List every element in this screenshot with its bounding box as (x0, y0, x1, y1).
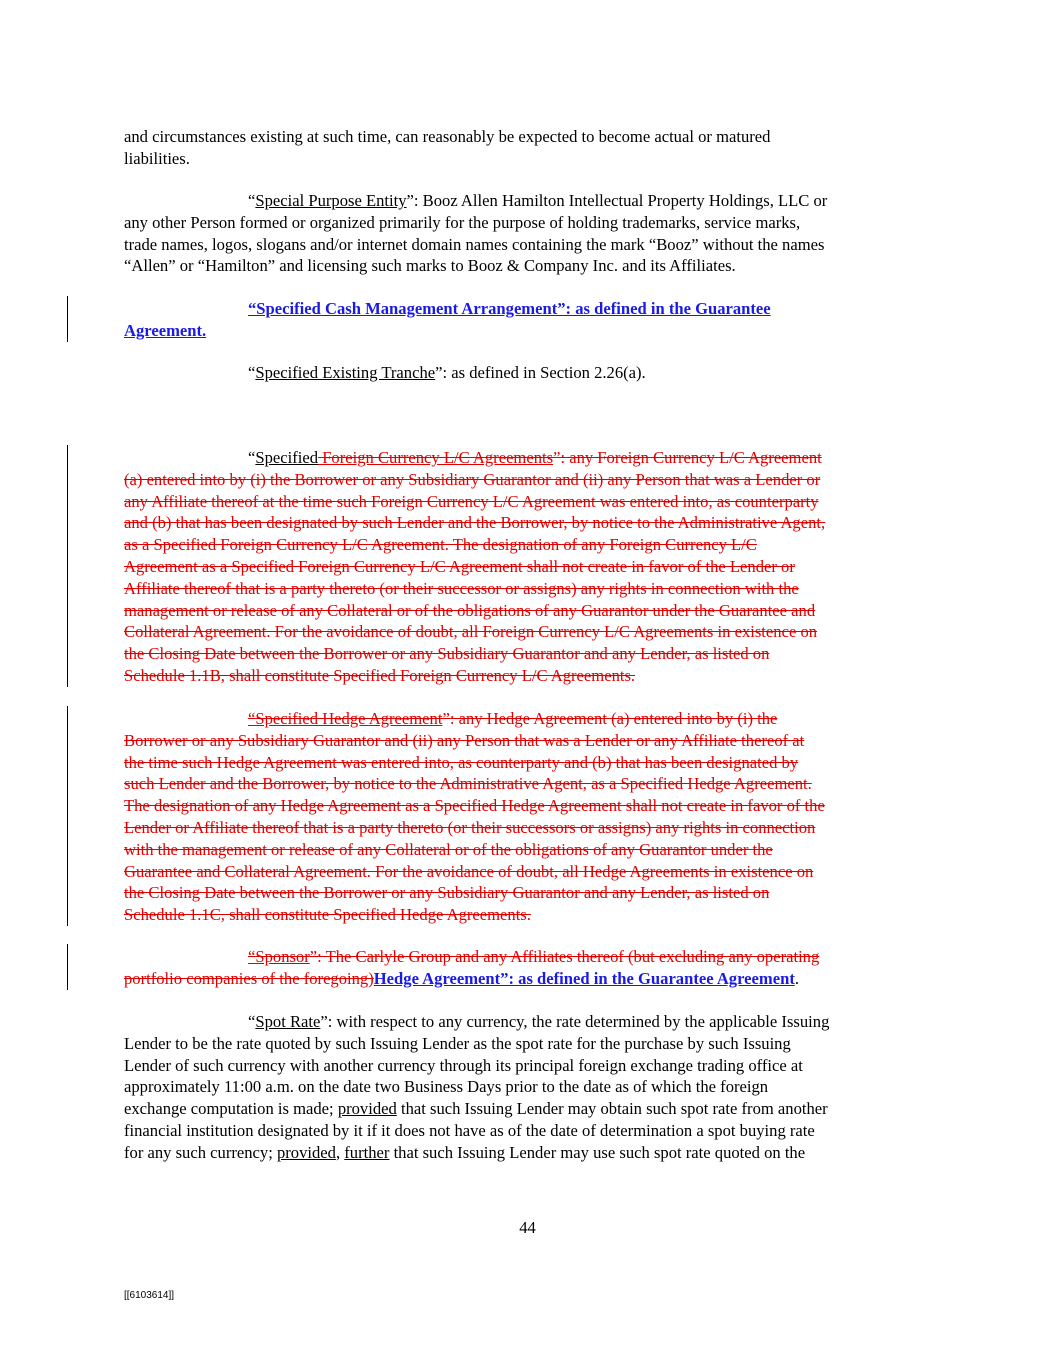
change-bar (67, 445, 68, 687)
change-bar (67, 944, 68, 990)
deleted-line: and (b) that has been designated by such Lender and the Borrower, by notice to the Administrative Agent, (124, 513, 826, 533)
deleted-line: any Affiliate thereof at the time such Foreign Currency L/C Agreement was entered into, as counterparty (124, 491, 819, 511)
change-bar (67, 296, 68, 342)
text-line: and circumstances existing at such time, can reasonably be expected to become actual or matured (124, 127, 771, 146)
text-line: portfolio companies of the foregoing)Hedge Agreement”: as defined in the Guarantee Agreement. (124, 968, 799, 988)
page-number: 44 (519, 1218, 536, 1237)
change-bar (67, 706, 68, 926)
deleted-line: Lender or Affiliate thereof that is a party thereto (or their successors or assigns) any rights in connection (124, 817, 816, 837)
deleted-line: Schedule 1.1C, shall constitute Specified Hedge Agreements. (124, 905, 531, 925)
text-line: Lender of such currency with another currency through its principal foreign exchange trading office at (124, 1055, 803, 1075)
deleted-line: Borrower or any Subsidiary Guarantor and (ii) any Person that was a Lender or any Affiliate thereof at (124, 730, 805, 750)
inserted-text: “Specified Cash Management Arrangement”: as defined in the Guarantee (248, 299, 771, 318)
deleted-line: the Closing Date between the Borrower or any Subsidiary Guarantor and any Lender, as listed on (124, 644, 770, 664)
deleted-line: management or release of any Collateral or of the obligations of any Guarantor under the Guarantee and (124, 600, 816, 620)
text-line: liabilities. (124, 148, 190, 168)
deleted-line: the time such Hedge Agreement was entered into, as counterparty and (b) that has been designated by (124, 752, 799, 772)
deleted-line: The designation of any Hedge Agreement as a Specified Hedge Agreement shall not create in favor of the (124, 796, 825, 816)
deleted-line: Collateral Agreement. For the avoidance of doubt, all Foreign Currency L/C Agreements in existence on (124, 622, 818, 642)
definition-specified-existing-tranche (124, 362, 930, 384)
text-line: “Specified Foreign Currency L/C Agreements”: any Foreign Currency L/C Agreement (248, 448, 822, 467)
inserted-text: Hedge Agreement”: as defined in the Guarantee Agreement (373, 968, 795, 988)
text-line: any other Person formed or organized primarily for the purpose of holding trademarks, service marks, (124, 212, 801, 232)
definition-specified-hedge-agreement (124, 708, 930, 926)
definition-special-purpose-entity (124, 190, 930, 277)
text-line: approximately 11:00 a.m. on the date two Business Days prior to the date as of which the foreign (124, 1077, 769, 1097)
definition-sponsor-hedge-agreement (124, 946, 930, 990)
text-line (124, 708, 930, 730)
deleted-text: “Specified Hedge Agreement (248, 709, 443, 728)
deleted-text: ”: any Foreign Currency L/C Agreement (553, 448, 822, 467)
text-line (124, 298, 930, 320)
document-id: [[6103614]] (124, 1290, 175, 1301)
text-line: financial institution designated by it if it does not have as of the date of determination a spot buying rate (124, 1120, 815, 1140)
deleted-text: ”: The Carlyle Group and any Affiliates thereof (but excluding any operating (309, 947, 820, 966)
deleted-line: (a) entered into by (i) the Borrower or any Subsidiary Guarantor and (ii) any Person that was a Lender or (124, 469, 821, 489)
text-line (124, 320, 930, 342)
defined-term: Spot Rate (255, 1012, 321, 1031)
defined-term: Specified Existing Tranche (255, 363, 436, 382)
deleted-line: Guarantee and Collateral Agreement. For the avoidance of doubt, all Hedge Agreements in existence on (124, 861, 814, 881)
deleted-line: Agreement as a Specified Foreign Currency L/C Agreement shall not create in favor of the Lender or (124, 556, 795, 576)
deleted-line: with the management or release of any Collateral or of the obligations of any Guarantor under the (124, 839, 773, 859)
definition-specified-foreign-currency-lc-agreements (124, 447, 930, 687)
deleted-text: Foreign Currency L/C Agreements (318, 448, 554, 467)
definition-specified-cash-management-arrangement (124, 298, 930, 342)
text-line (124, 946, 930, 968)
definition-spot-rate (124, 1011, 930, 1164)
deleted-line: Affiliate thereof that is a party thereto (or their successor or assigns) any rights in connection with the (124, 578, 799, 598)
deleted-line: as a Specified Foreign Currency L/C Agreement. The designation of any Foreign Currency L/C (124, 535, 757, 555)
text-line: Lender to be the rate quoted by such Issuing Lender as the spot rate for the purchase by such Issuing (124, 1033, 791, 1053)
deleted-line: the Closing Date between the Borrower or any Subsidiary Guarantor and any Lender, as listed on (124, 883, 770, 903)
deleted-line: Schedule 1.1B, shall constitute Specified Foreign Currency L/C Agreements. (124, 665, 636, 685)
text-line: “Spot Rate”: with respect to any currency, the rate determined by the applicable Issuing (248, 1012, 830, 1031)
text-line: for any such currency; provided, further that such Issuing Lender may use such spot rate quoted on the (124, 1142, 806, 1162)
deleted-text: “Sponsor (248, 947, 310, 966)
deleted-line: such Lender and the Borrower, by notice to the Administrative Agent, as a Specified Hedge Agreement. (124, 774, 812, 794)
deleted-text: ”: any Hedge Agreement (a) entered into by (i) the (442, 709, 778, 728)
inserted-text: Agreement. (124, 320, 207, 340)
defined-term: Special Purpose Entity (255, 191, 407, 210)
text-line: “Specified Existing Tranche”: as defined in Section 2.26(a). (248, 363, 646, 382)
text-line: exchange computation is made; provided that such Issuing Lender may obtain such spot rate from another (124, 1099, 828, 1119)
text-line: trade names, logos, slogans and/or internet domain names containing the mark “Booz” without the names (124, 234, 825, 254)
text-line: “Allen” or “Hamilton” and licensing such marks to Booz & Company Inc. and its Affiliates. (124, 256, 736, 276)
text-line: “Special Purpose Entity”: Booz Allen Hamilton Intellectual Property Holdings, LLC or (248, 191, 828, 210)
defined-term: Specified (255, 448, 319, 467)
deleted-text: portfolio companies of the foregoing) (124, 968, 374, 988)
paragraph-continuation (124, 126, 930, 170)
